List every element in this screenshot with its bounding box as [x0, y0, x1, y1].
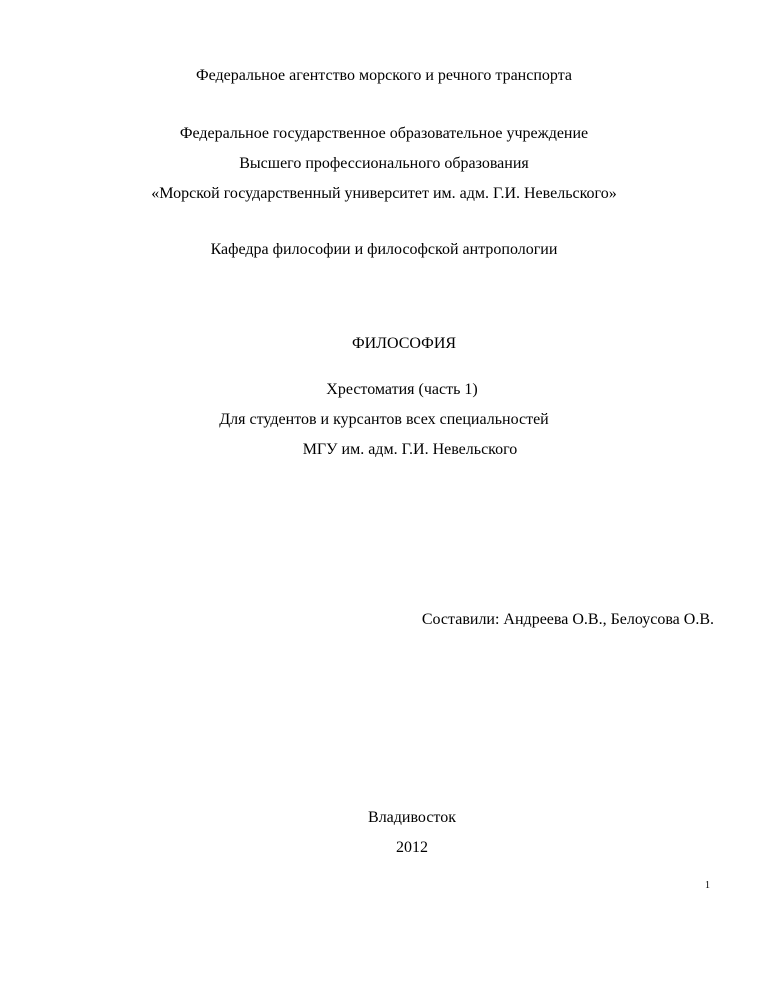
- document-subtitle-1: Хрестоматия (часть 1): [326, 381, 478, 398]
- document-subtitle-2: Для студентов и курсантов всех специальностей: [219, 411, 549, 428]
- agency-name: Федеральное агентство морского и речного транспорта: [196, 67, 572, 84]
- institution-line-1: Федеральное государственное образовательное учреждение: [179, 125, 589, 142]
- institution-line-2: Высшего профессионального образования: [239, 155, 529, 172]
- page-number: 1: [705, 880, 710, 891]
- city-name: Владивосток: [368, 809, 456, 826]
- department-name: Кафедра философии и философской антропологии: [210, 241, 558, 258]
- document-title: ФИЛОСОФИЯ: [351, 335, 457, 352]
- authors-line: Составили: Андреева О.В., Белоусова О.В.: [421, 611, 714, 628]
- institution-line-3: «Морской государственный университет им. адм. Г.И. Невельского»: [151, 185, 617, 202]
- publication-year: 2012: [396, 839, 428, 856]
- document-subtitle-3: МГУ им. адм. Г.И. Невельского: [302, 441, 518, 458]
